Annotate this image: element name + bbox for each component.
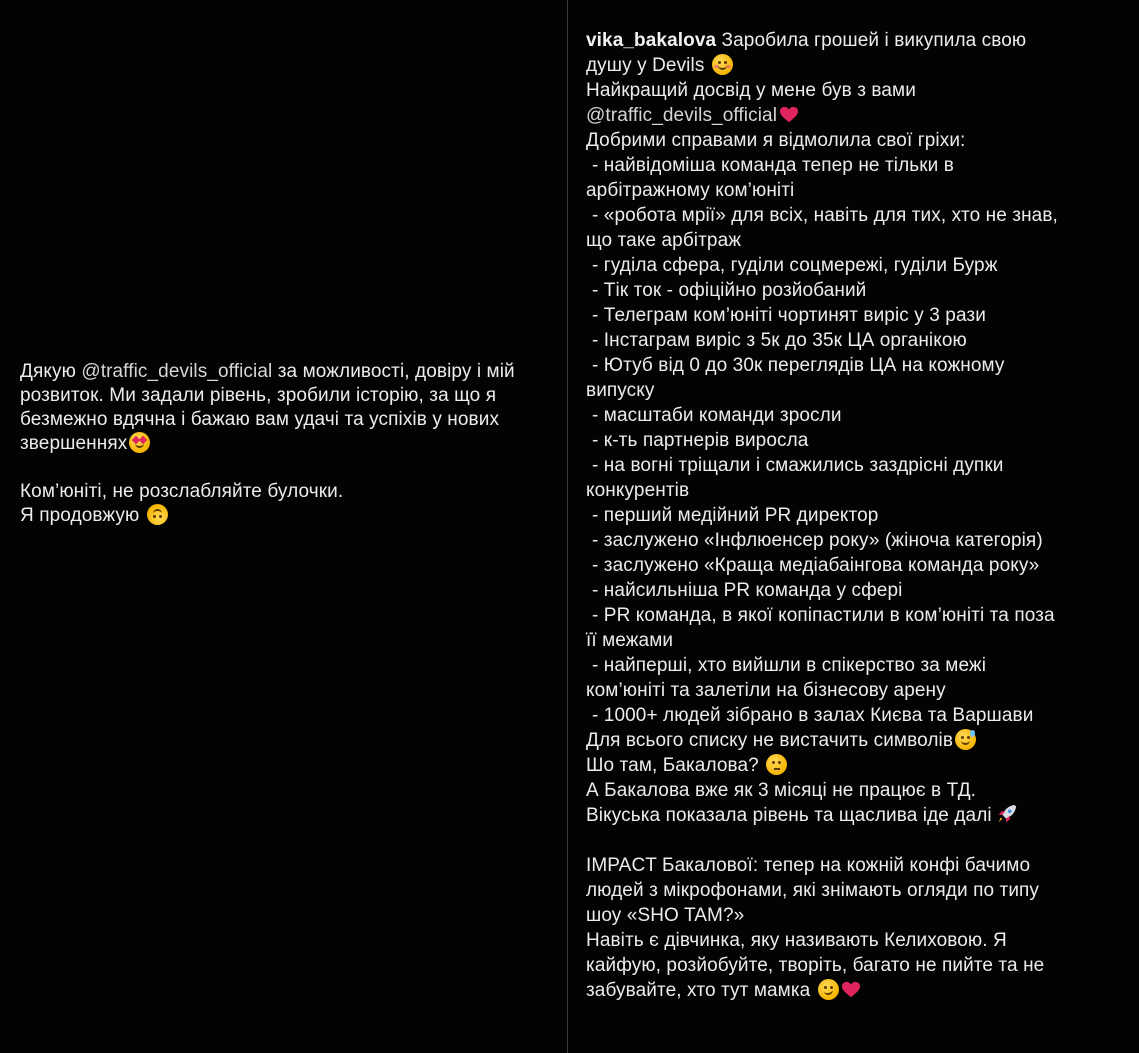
list-item-continuation: ком’юніті та залетіли на бізнесову арену (586, 680, 946, 701)
caption-line (586, 103, 1121, 128)
username-link[interactable]: vika_bakalova (586, 30, 717, 51)
list-item: - к-ть партнерів виросла (592, 430, 809, 451)
list-item-continuation: конкурентів (586, 480, 690, 501)
caption-text: Шо там, Бакалова? (586, 755, 759, 776)
caption-line (586, 728, 1121, 753)
red-heart-emoji-icon (842, 981, 860, 999)
list-item: - масштаби команди зросли (592, 405, 842, 426)
caption-line (586, 53, 1121, 78)
list-item: - заслужено «Інфлюенсер року» (жіноча категорія) (592, 530, 1043, 551)
list-item: - перший медійний PR директор (592, 505, 879, 526)
list-item: - найвідоміша команда тепер не тільки в (592, 155, 954, 176)
left-line: Ком’юніті, не розслабляйте булочки. (20, 481, 344, 502)
caption-line: кайфую, розйобуйте, творіть, багато не пийте та не (586, 955, 1045, 976)
list-item: - заслужено «Краща медіабаінгова команда року» (592, 555, 1040, 576)
left-paragraph-2 (20, 480, 560, 528)
caption-line (586, 978, 1121, 1003)
list-item: - 1000+ людей зібрано в залах Києва та Варшави (592, 705, 1034, 726)
rocket-emoji-icon (996, 803, 1018, 825)
caption-line (586, 753, 1121, 778)
caption-line: шоу «SHO TAM?» (586, 905, 745, 926)
caption-line: людей з мікрофонами, які знімають огляди по типу (586, 880, 1040, 901)
thinking-face-emoji-icon (766, 754, 787, 775)
caption-line: А Бакалова вже як 3 місяці не працює в ТД. (586, 780, 977, 801)
caption-line: Добрими справами я відмолила свої гріхи: (586, 130, 966, 151)
left-line-with-emoji (20, 504, 560, 528)
caption-line (586, 28, 1121, 53)
caption-text: душу у Devils (586, 55, 705, 76)
list-item: - гуділа сфера, гуділи соцмережі, гуділи Бурж (592, 255, 998, 276)
list-item: - PR команда, в якої копіпастили в ком’юніті та поза (592, 605, 1055, 626)
left-text-before-mention: Дякую (20, 361, 82, 382)
caption-line (586, 803, 1121, 828)
caption-line: Навіть є дівчинка, яку називають Келиховою. Я (586, 930, 1007, 951)
heart-eyes-emoji-icon (129, 432, 150, 453)
achievements-list (586, 153, 1121, 728)
smirking-face-emoji-icon (818, 979, 839, 1000)
list-item-continuation: випуску (586, 380, 655, 401)
caption-text: Вікуська показала рівень та щаслива іде далі (586, 805, 992, 826)
caption-text: Для всього списку не вистачить символів (586, 730, 954, 751)
left-text-after-mention: за можливості, довіру і мій розвиток. Ми задали рівень, зробили історію, за що я безмежно вдячна і бажаю вам удачі та успіхів у нових звершеннях (20, 361, 515, 454)
mention-link[interactable]: @traffic_devils_official (81, 361, 273, 382)
caption-text: Заробила грошей і викупила свою (716, 30, 1027, 51)
list-item: - Тік ток - офіційно розйобаний (592, 280, 867, 301)
list-item: - Інстаграм виріс з 5к до 35к ЦА органікою (592, 330, 967, 351)
left-post-text (20, 360, 560, 552)
caption-line: IMPACT Бакалової: тепер на кожній конфі бачимо (586, 855, 1031, 876)
list-item-continuation: арбітражному ком’юніті (586, 180, 795, 201)
list-item-continuation: що таке арбітраж (586, 230, 742, 251)
list-item: - найперші, хто вийшли в спікерство за межі (592, 655, 987, 676)
right-post-caption (586, 28, 1121, 1003)
list-item-continuation: її межами (586, 630, 674, 651)
caption-line: Найкращий досвід у мене був з вами (586, 80, 916, 101)
mention-link[interactable]: @traffic_devils_official (586, 105, 778, 126)
left-paragraph-1 (20, 360, 560, 456)
list-item: - на вогні тріщали і смажились заздрісні дупки (592, 455, 1004, 476)
list-item: - «робота мрії» для всіх, навіть для тих, хто не знав, (592, 205, 1058, 226)
caption-text: забувайте, хто тут мамка (586, 980, 811, 1001)
left-line-text: Я продовжую (20, 505, 140, 526)
upside-down-face-emoji-icon (147, 504, 168, 525)
list-item: - найсильніша PR команда у сфері (592, 580, 903, 601)
red-heart-emoji-icon (780, 106, 798, 124)
grinning-sweat-emoji-icon (955, 729, 976, 750)
paragraph-spacer (586, 828, 1121, 853)
smiling-face-with-hearts-emoji-icon (712, 54, 733, 75)
list-item: - Телеграм ком’юніті чортинят виріс у 3 рази (592, 305, 986, 326)
list-item: - Ютуб від 0 до 30к переглядів ЦА на кожному (592, 355, 1005, 376)
